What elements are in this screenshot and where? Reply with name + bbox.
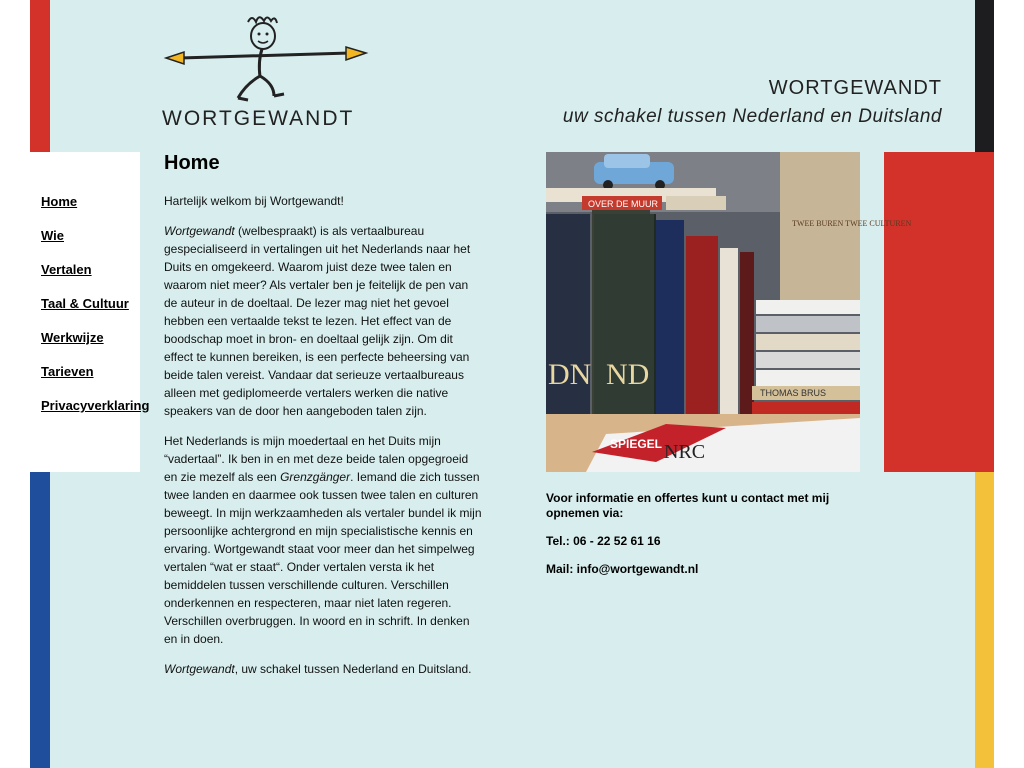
books-photo [546,152,912,472]
logo-wordmark: WORTGEWANDT [162,107,355,130]
photo-label-spiegel: SPIEGEL [610,437,663,451]
photo-label-nd: ND [606,358,650,391]
closing-paragraph [164,660,482,678]
right-black-bar [975,0,994,152]
right-yellow-bar [975,472,994,768]
nav-item-privacyverklaring[interactable]: Privacyverklaring [41,398,150,413]
nav-item-wie[interactable]: Wie [41,228,64,243]
photo-label-dn: DN [548,358,592,391]
nav-item-tarieven[interactable]: Tarieven [41,364,94,379]
nav-item-werkwijze[interactable]: Werkwijze [41,330,104,345]
closing-text: , uw schakel tussen Nederland en Duitsland. [234,662,472,676]
intro-paragraph [164,222,482,420]
about-text-start: Het Nederlands is mijn moedertaal en het Duits mijn “vadertaal”. Ik ben in en met deze beide talen opgegroeid en zie mezelf als een [164,434,469,484]
left-red-bar [30,0,50,152]
about-text-end: . Iemand die zich tussen twee landen en daarmee ook tussen twee talen en culturen beweegt. In mijn werkzaamheden als vertaler bundel ik mijn persoonlijke achtergrond en mijn specialistische kennis en ervaring. Wortgewandt staat voor meer dan het simpelweg vertalen “wat er staat“. Onder vertalen versta ik het bemiddelen tussen verschillende culturen. Verschillen onderkennen en respecteren, maar niet laten regeren. Verschillen overbruggen. In woord en in schrift. In denken en in doen. [164,470,482,646]
nav-item-vertalen[interactable]: Vertalen [41,262,92,277]
page-title: Home [164,152,220,174]
contact-info [546,491,866,590]
closing-brand-emphasis: Wortgewandt [164,662,235,676]
contact-email[interactable]: Mail: info@wortgewandt.nl [546,562,699,576]
left-blue-bar [30,472,50,768]
contact-phone[interactable]: Tel.: 06 - 22 52 61 16 [546,534,661,548]
grenzganger-emphasis: Grenzgänger [280,470,351,484]
nav-item-home[interactable]: Home [41,194,78,209]
intro-paragraph-text: (welbespraakt) is als vertaalbureau gespecialiseerd in vertalingen uit het Nederlands naar het Duits en omgekeerd. Waarom juist deze twee talen en waarom niet meer? Als vertaler ben je feitelijk de pen van de auteur in de doeltaal. De lezer mag niet het gevoel hebben een vertaalde tekst te lezen. Het effect van de boodschap moet in bron- en doeltaal gelijk zijn. Om dit effect te kunnen bereiken, is een perfecte beheersing van beide talen vereist. Vandaar dat serieuze vertaalbureaus alleen met gediplomeerde vertalers werken die native speakers van de door hen aangeboden talen zijn. [164,224,471,418]
photo-label-nrc: NRC [664,441,706,463]
photo-label-twee-buren: TWEE BUREN TWEE CULTUREN [792,219,912,228]
right-red-block [884,152,994,472]
site-title: WORTGEWANDT [768,77,942,99]
main-content [164,192,482,690]
contact-intro: Voor informatie en offertes kunt u contact met mij opnemen via: [546,491,830,520]
brand-name-emphasis: Wortgewandt [164,224,235,238]
photo-label-thomas-brus: THOMAS BRUS [760,388,827,398]
welcome-text: Hartelijk welkom bij Wortgewandt! [164,194,344,208]
nav-item-taal-cultuur[interactable]: Taal & Cultuur [41,296,129,311]
about-paragraph [164,432,482,648]
site-tagline: uw schakel tussen Nederland en Duitsland [562,106,942,127]
photo-label-over-de-muur: OVER DE MUUR [588,199,659,209]
